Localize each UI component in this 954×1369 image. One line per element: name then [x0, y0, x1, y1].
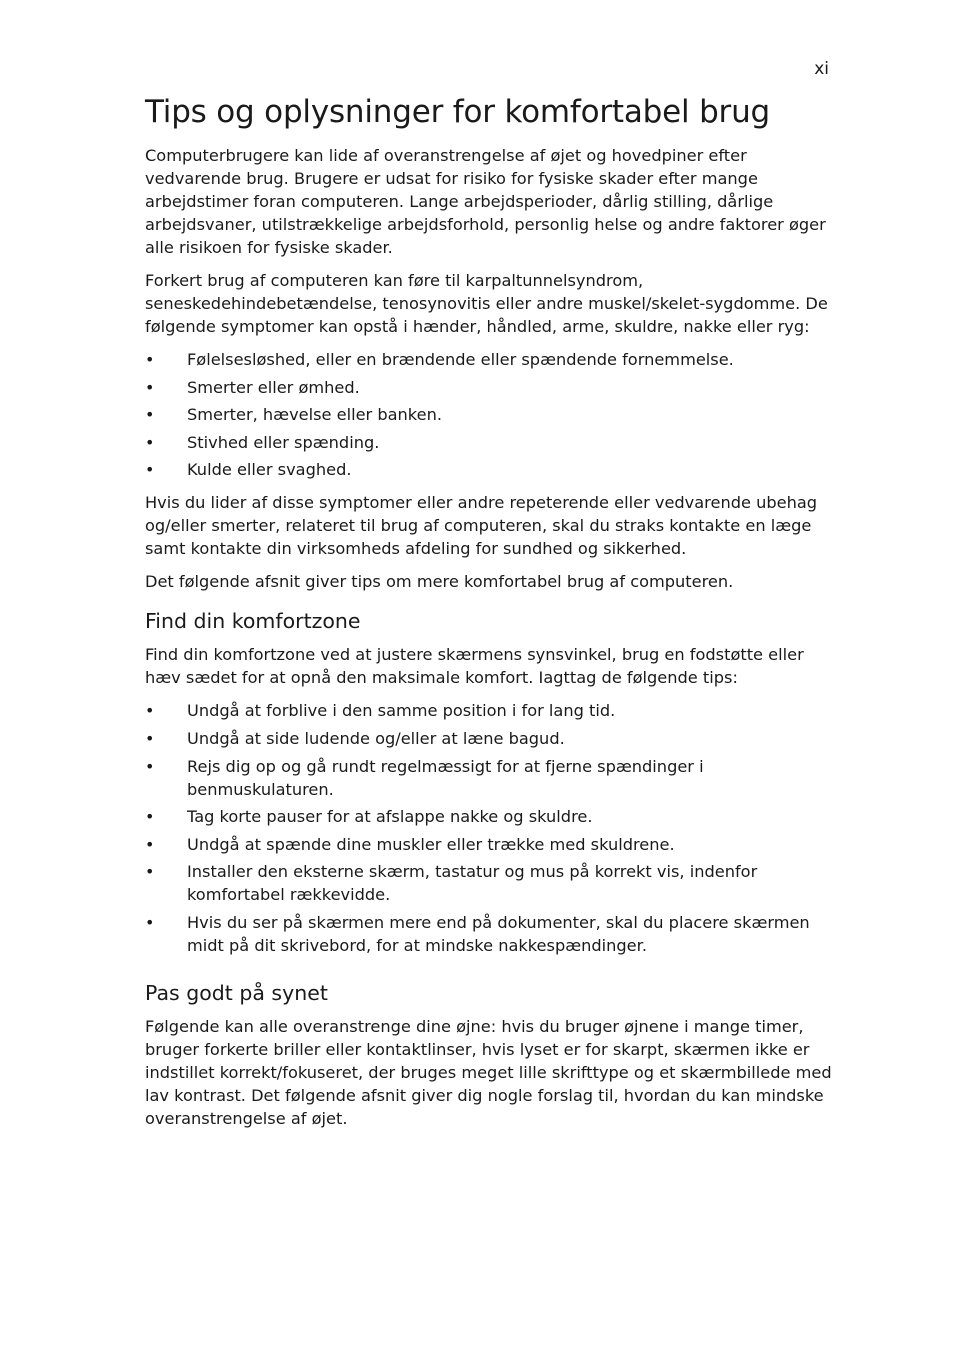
list-item: • Følelsesløshed, eller en brændende eller spændende fornemmelse.	[145, 348, 833, 371]
comfort-zone-intro: Find din komfortzone ved at justere skærmens synsvinkel, brug en fodstøtte eller hæv sædet for at opnå den maksimale komfort. Iagttag de følgende tips:	[145, 645, 804, 688]
list-item: • Rejs dig op og gå rundt regelmæssigt for at fjerne spændinger i benmuskulaturen.	[145, 755, 833, 801]
next-section-note: Det følgende afsnit giver tips om mere komfortabel brug af computeren.	[145, 572, 734, 592]
list-item: • Kulde eller svaghed.	[145, 458, 833, 481]
list-item: • Undgå at side ludende og/eller at læne bagud.	[145, 727, 833, 750]
section-title-eyesight: Pas godt på synet	[145, 980, 328, 1005]
advice-paragraph: Hvis du lider af disse symptomer eller andre repeterende eller vedvarende ubehag og/eller smerter, relateret til brug af computeren, skal du straks kontakte en læge samt kontakte din virksomheds afdeling for sundhed og sikkerhed.	[145, 493, 818, 559]
eyesight-intro: Følgende kan alle overanstrenge dine øjne: hvis du bruger øjnene i mange timer, bruger forkerte briller eller kontaktlinser, hvis lyset er for skarpt, skærmen ikke er indstillet korrekt/fokuseret, der bruges meget lille skrifttype og et skærmbillede med lav kontrast. Det følgende afsnit giver dig nogle forslag til, hvordan du kan mindske overanstrengelse af øjet.	[145, 1016, 832, 1128]
list-item: • Undgå at forblive i den samme position i for lang tid.	[145, 699, 833, 722]
symptoms-list	[145, 348, 833, 481]
page-title: Tips og oplysninger for komfortabel brug	[145, 94, 771, 130]
list-item: • Smerter eller ømhed.	[145, 376, 833, 399]
list-item: • Hvis du ser på skærmen mere end på dokumenter, skal du placere skærmen midt på dit skrivebord, for at mindske nakkespændinger.	[145, 911, 833, 957]
list-item: • Smerter, hævelse eller banken.	[145, 403, 833, 426]
intro-paragraph-2: Forkert brug af computeren kan føre til karpaltunnelsyndrom, seneskedehindebetændelse, tenosynovitis eller andre muskel/skelet-sygdomme. De følgende symptomer kan opstå i hænder, håndled, arme, skuldre, nakke eller ryg:	[145, 271, 828, 336]
page-number: xi	[814, 59, 829, 79]
list-item: • Stivhed eller spænding.	[145, 431, 833, 454]
comfort-tips-list	[145, 699, 833, 957]
document-body	[145, 92, 833, 1140]
list-item: • Tag korte pauser for at afslappe nakke og skuldre.	[145, 805, 833, 828]
intro-paragraph-1: Computerbrugere kan lide af overanstrengelse af øjet og hovedpiner efter vedvarende brug. Brugere er udsat for risiko for fysiske skader efter mange arbejdstimer foran computeren. Lange arbejdsperioder, dårlig stilling, dårlige arbejdsvaner, utilstrækkelige arbejdsforhold, personlig helse og andre faktorer øger alle risikoen for fysiske skader.	[145, 146, 826, 257]
section-title-comfort-zone: Find din komfortzone	[145, 609, 361, 634]
list-item: • Undgå at spænde dine muskler eller trække med skuldrene.	[145, 833, 833, 856]
list-item: • Installer den eksterne skærm, tastatur og mus på korrekt vis, indenfor komfortabel rækkevidde.	[145, 860, 833, 906]
